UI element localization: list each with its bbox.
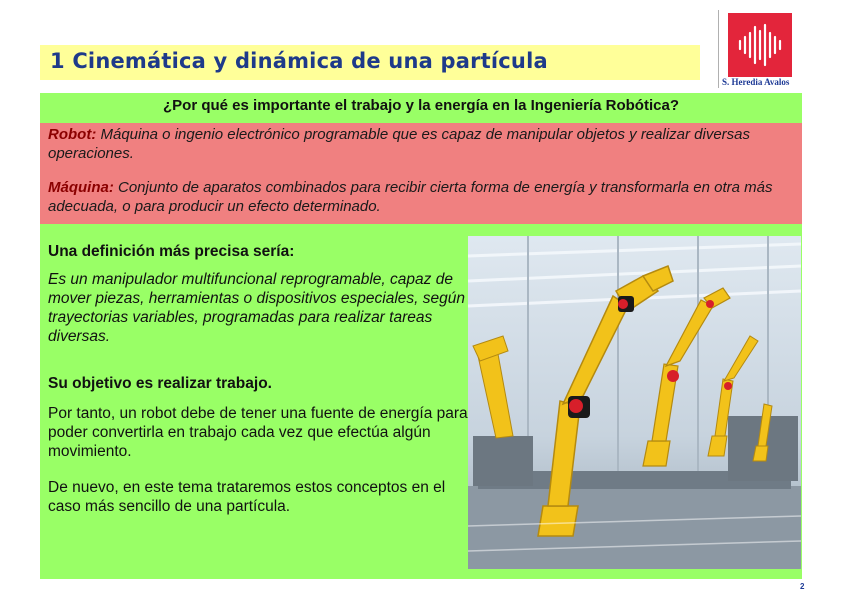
machine-definition	[48, 178, 783, 216]
machine-definition-text: Conjunto de aparatos combinados para recibir cierta forma de energía y transformarla en otra más adecuada, o para producir un efecto determinado.	[48, 179, 773, 215]
precise-definition-heading: Una definición más precisa sería:	[48, 243, 295, 260]
logo	[728, 13, 792, 77]
robot-definition-text: Máquina o ingenio electrónico programable que es capaz de manipular objetos y realizar diversas operaciones.	[48, 126, 751, 162]
robot-term: Robot:	[48, 126, 97, 143]
objective-heading: Su objetivo es realizar trabajo.	[48, 375, 272, 392]
industrial-robot-arms-photo	[468, 236, 801, 569]
author-name: S. Heredia Avalos	[722, 77, 790, 87]
machine-term: Máquina:	[48, 179, 114, 196]
slide-title: 1 Cinemática y dinámica de una partícula	[50, 49, 548, 73]
question-heading: ¿Por qué es importante el trabajo y la energía en la Ingeniería Robótica?	[163, 97, 679, 114]
divider	[718, 10, 719, 88]
particle-paragraph: De nuevo, en este tema trataremos estos conceptos en el caso más sencillo de una partícula.	[48, 479, 446, 515]
precise-definition-text: Es un manipulador multifuncional reprogramable, capaz de mover piezas, herramientas o dispositivos especiales, según trayectorias variables, programadas para realizar tareas diversas.	[48, 271, 465, 345]
robot-definition	[48, 125, 783, 163]
page-number: 2	[800, 582, 805, 591]
energy-paragraph: Por tanto, un robot debe de tener una fuente de energía para poder convertirla en trabajo cada vez que efectúa algún movimiento.	[48, 405, 468, 460]
